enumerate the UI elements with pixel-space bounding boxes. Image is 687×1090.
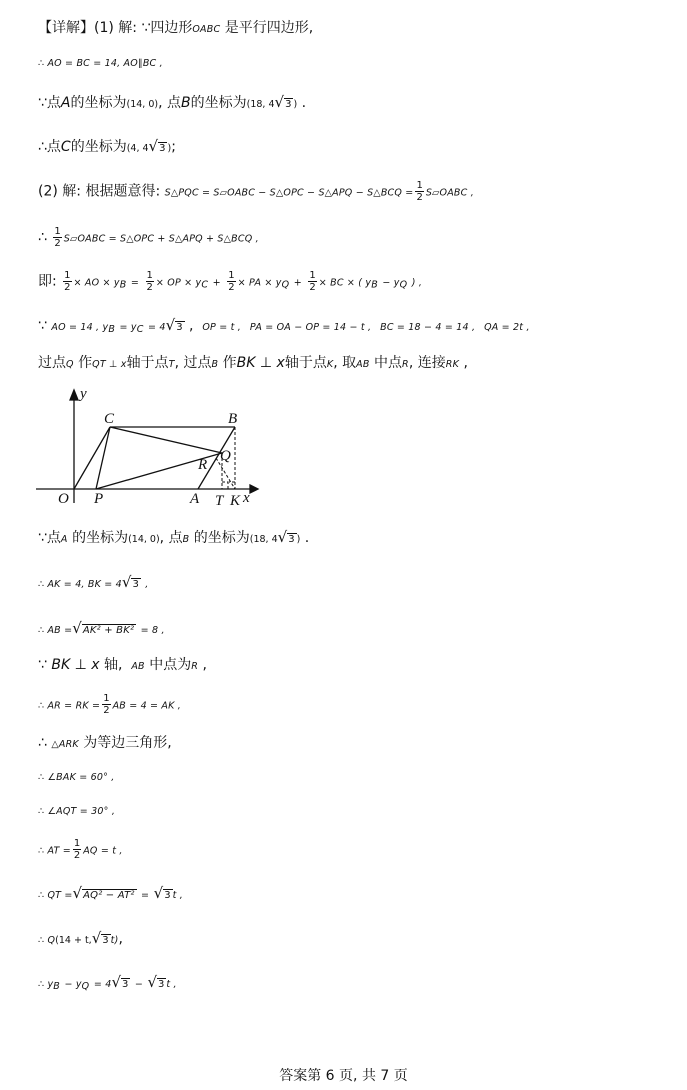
label-q: Q [220,448,231,464]
y-axis-arrow [70,390,78,400]
line-16: ∴ ∠BAK = 60° , [38,772,115,783]
geometry-figure [30,378,270,510]
label-y: y [80,386,87,402]
label-t: T [215,493,224,509]
line-11: ∴ AK = 4, BK = 4√3 , [38,573,149,591]
label-k: K [230,493,241,509]
line-15: ∴ △ARK 为等边三角形, [38,735,172,751]
line-14: ∴ AR = RK = $\frac{1}{2}$ AB = 4 = AK , [38,693,181,716]
line-8: ∵ AO = 14 , $y_B = y_C = 4√3$ , OP = t , PA = OA − OP = 14 − t , BC = 18 − 4 = 14 , QA = 2t , [38,316,530,335]
line-19: ∴ QT =√AQ² − AT² = √3 t , [38,884,183,902]
label-x: x [243,490,250,506]
label-c: C [104,411,115,427]
line-21: ∴ $y_B - y_Q = 4√3 - √3$ t , [38,973,177,992]
line-12: ∴ AB =√AK² + BK² = 8 , [38,619,165,637]
line-17: ∴ ∠AQT = 30° , [38,806,116,817]
label-r: R [198,457,208,473]
line-3: ∵点A的坐标为(14, 0), 点B的坐标为(18, 4√3 ) . [38,93,307,111]
line-7: 即: $\frac{1}{2}$ × AO × $y_B$ = $\frac{1}{2}$ × OP × $y_C$ + $\frac{1}{2}$ × PA × $y_Q$ + $\frac{1}{2}$ × BC × ( $y_B - y_Q$ ) , [38,270,423,293]
line-1: 【详解】(1) 解: ∵四边形OABC 是平行四边形, [38,20,314,36]
segment-oc [74,427,110,489]
right-angle-t [222,482,228,489]
line-18: ∴ AT = $\frac{1}{2}$ AQ = t , [38,838,123,861]
label-o: O [58,491,69,507]
label-b: B [228,411,238,427]
line-10: ∵点A 的坐标为(14, 0), 点B 的坐标为(18, 4√3 ) . [38,528,310,546]
segment-cp [96,427,110,489]
line-13: ∵ BK ⊥ x 轴, AB 中点为R , [38,657,207,673]
line-2: ∴ AO = BC = 14, AO∥BC , [38,58,163,69]
page-footer: 答案第 6 页, 共 7 页 [279,1068,408,1084]
label-a: A [190,491,200,507]
line-4: ∴点C的坐标为(4, 4√3 ); [38,137,176,155]
label-p: P [94,491,104,507]
line-6: ∴ $\frac{1}{2}$ S▱OABC = S△OPC + S△APQ + S△BCQ , [38,226,259,249]
x-axis-arrow [250,485,258,493]
line-9: 过点Q 作QT ⊥ x轴于点T, 过点B 作BK ⊥ x轴于点K, 取AB 中点R, 连接RK , [38,355,468,371]
line-5: (2) 解: 根据题意得: S△PQC = S▱OABC − S△OPC − S△APQ − S△BCQ = $\frac{1}{2}$ S▱OABC , [38,180,474,203]
segment-cq [110,427,222,453]
line-20: ∴ Q(14 + t,√3 t), [38,929,123,947]
